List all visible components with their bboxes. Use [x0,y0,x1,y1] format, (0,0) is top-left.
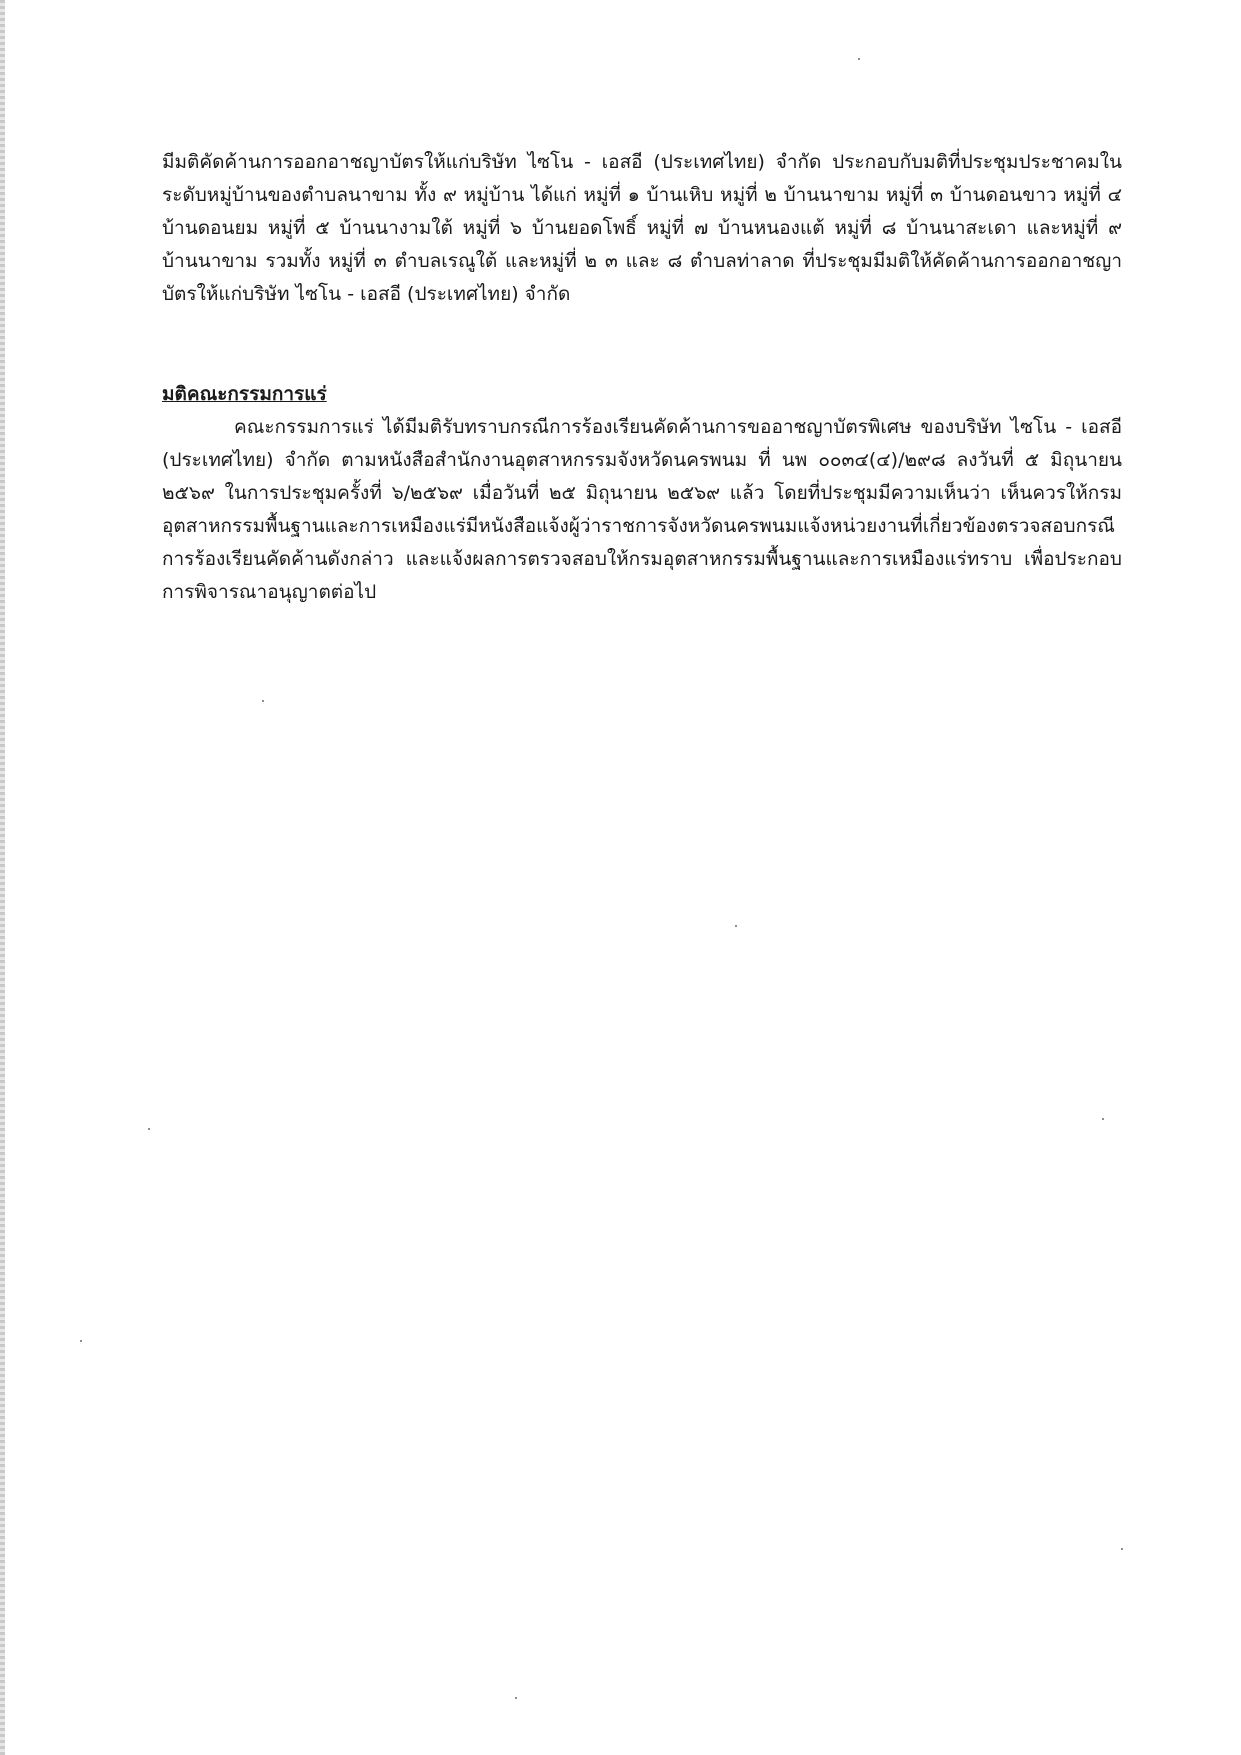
paragraph-community-resolution: มีมติคัดค้านการออกอาชญาบัตรให้แก่บริษัท ไซโน - เอสอี (ประเทศไทย) จำกัด ประกอบกับมติที่ประชุมประชาคมในระดับหมู่บ้านของตำบลนาขาม ทั้ง ๙ หมู่บ้าน ได้แก่ หมู่ที่ ๑ บ้านเหิบ หมู่ที่ ๒ บ้านนาขาม หมู่ที่ ๓ บ้านดอนขาว หมู่ที่ ๔ บ้านดอนยม หมู่ที่ ๕ บ้านนางามใต้ หมู่ที่ ๖ บ้านยอดโพธิ์ หมู่ที่ ๗ บ้านหนองแต้ หมู่ที่ ๘ บ้านนาสะเดา และหมู่ที่ ๙ บ้านนาขาม รวมทั้ง หมู่ที่ ๓ ตำบลเรณูใต้ และหมู่ที่ ๒ ๓ และ ๘ ตำบลท่าลาด ที่ประชุมมีมติให้คัดค้านการออกอาชญาบัตรให้แก่บริษัท ไซโน - เอสอี (ประเทศไทย) จำกัด [162,151,1122,305]
scan-speck [515,1697,517,1699]
scan-speck [858,58,860,60]
scan-speck [148,1128,150,1130]
scan-speck [80,1340,82,1342]
scan-speck [262,700,264,702]
paragraph-committee-resolution: คณะกรรมการแร่ ได้มีมติรับทราบกรณีการร้องเรียนคัดค้านการขออาชญาบัตรพิเศษ ของบริษัท ไซโน - เอสอี (ประเทศไทย) จำกัด ตามหนังสือสำนักงานอุตสาหกรรมจังหวัดนครพนม ที่ นพ ๐๐๓๔(๔)/๒๙๘ ลงวันที่ ๕ มิถุนายน ๒๕๖๙ ในการประชุมครั้งที่ ๖/๒๕๖๙ เมื่อวันที่ ๒๕ มิถุนายน ๒๕๖๙ แล้ว โดยที่ประชุมมีความเห็นว่า เห็นควรให้กรมอุตสาหกรรมพื้นฐานและการเหมืองแร่มีหนังสือแจ้งผู้ว่าราชการจังหวัดนครพนมแจ้งหน่วยงานที่เกี่ยวข้องตรวจสอบกรณีการร้องเรียนคัดค้านดังกล่าว และแจ้งผลการตรวจสอบให้กรมอุตสาหกรรมพื้นฐานและการเหมืองแร่ทราบ เพื่อประกอบการพิจารณาอนุญาตต่อไป [162,416,1122,603]
scan-speck [1121,1548,1123,1550]
scan-speck [735,925,737,927]
scan-edge-border [0,0,5,1755]
scan-speck [1102,1118,1104,1120]
section-heading-mineral-committee: มติคณะกรรมการแร่ [162,383,327,405]
